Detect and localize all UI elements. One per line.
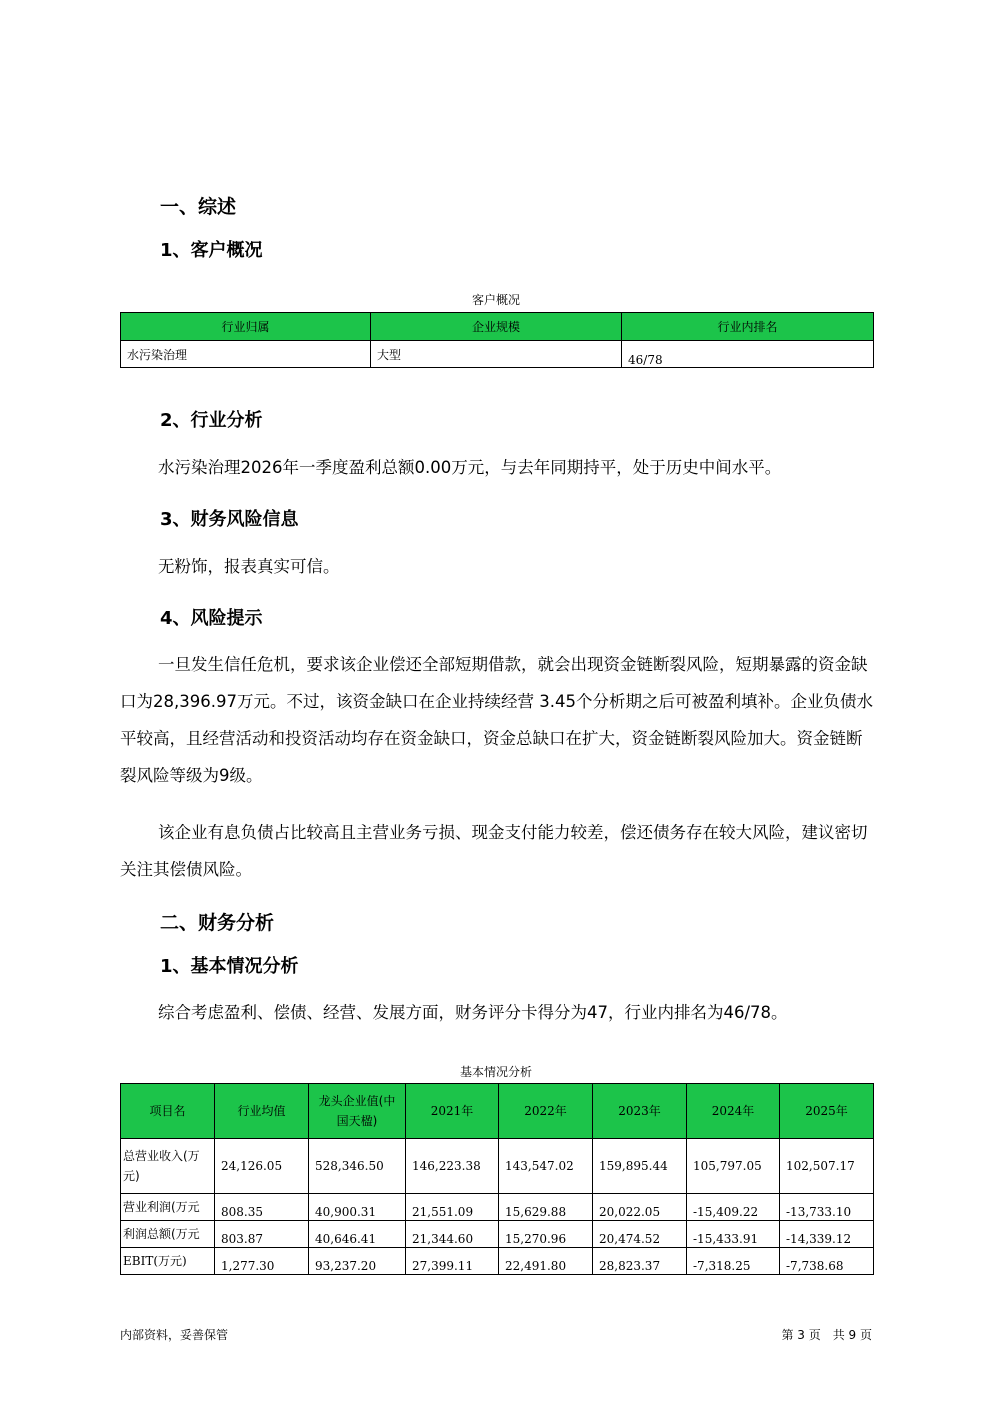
- risk-tip-paragraph-2: 该企业有息负债占比较高且主营业务亏损、现金支付能力较差，偿还债务存在较大风险，建议密切关注其偿债风险。: [120, 823, 868, 879]
- table-cell: -15,433.91: [687, 1221, 780, 1248]
- section-title-financial: 二、财务分析: [160, 912, 275, 934]
- basic-table-header: [121, 1084, 874, 1139]
- table-cell: 21,344.60: [406, 1221, 499, 1248]
- table-cell: 146,223.38: [406, 1139, 499, 1194]
- section-title-overview: 一、综述: [160, 196, 237, 218]
- table-cell: 46/78: [622, 341, 874, 368]
- table-cell: 40,900.31: [309, 1194, 406, 1221]
- basic-table: [120, 1083, 874, 1275]
- table-cell: -13,733.10: [780, 1194, 874, 1221]
- table-cell: 808.35: [215, 1194, 309, 1221]
- table-cell: 803.87: [215, 1221, 309, 1248]
- table-cell: 15,629.88: [499, 1194, 593, 1221]
- table-cell: 528,346.50: [309, 1139, 406, 1194]
- table-cell: 27,399.11: [406, 1248, 499, 1275]
- customer-table-header: [121, 313, 874, 341]
- table-cell: 93,237.20: [309, 1248, 406, 1275]
- table-cell: 20,474.52: [593, 1221, 687, 1248]
- table-cell: 利润总额(万元: [121, 1221, 215, 1248]
- table-cell: 20,022.05: [593, 1194, 687, 1221]
- table-header-cell: 2023年: [593, 1084, 687, 1139]
- table-header-cell: 2025年: [780, 1084, 874, 1139]
- table-cell: 143,547.02: [499, 1139, 593, 1194]
- section-title-basic: 1、基本情况分析: [160, 956, 299, 977]
- customer-table-caption: 客户概况: [471, 293, 520, 307]
- risk-tip-paragraph-1: 一旦发生信任危机，要求该企业偿还全部短期借款，就会出现资金链断裂风险，短期暴露的资金缺口为28,396.97万元。不过，该资金缺口在企业持续经营 3.45个分析期之后可被盈利填补。企业负债水平较高，且经营活动和投资活动均存在资金缺口，资金总缺口在扩大，资金链断裂风险加大。资金链断裂风险等级为9级。: [120, 655, 873, 785]
- table-header-cell: 项目名: [121, 1084, 215, 1139]
- table-cell: -7,318.25: [687, 1248, 780, 1275]
- table-cell: 营业利润(万元: [121, 1194, 215, 1221]
- table-cell: -14,339.12: [780, 1221, 874, 1248]
- table-cell: 22,491.80: [499, 1248, 593, 1275]
- table-header-cell: 行业归属: [121, 313, 371, 341]
- basic-paragraph: 综合考虑盈利、偿债、经营、发展方面，财务评分卡得分为47，行业内排名为46/78。: [158, 1003, 788, 1022]
- footer-page-number: 第 3 页 共 9 页: [781, 1328, 872, 1342]
- section-title-industry: 2、行业分析: [160, 410, 263, 431]
- section-title-customer: 1、客户概况: [160, 240, 263, 261]
- table-cell: 水污染治理: [121, 341, 371, 368]
- table-cell: 102,507.17: [780, 1139, 874, 1194]
- table-cell: 总营业收入(万元): [121, 1139, 215, 1194]
- table-cell: 105,797.05: [687, 1139, 780, 1194]
- table-row: [121, 1194, 874, 1221]
- table-cell: 28,823.37: [593, 1248, 687, 1275]
- table-cell: -7,738.68: [780, 1248, 874, 1275]
- table-header-cell: 行业均值: [215, 1084, 309, 1139]
- basic-table-caption: 基本情况分析: [459, 1065, 532, 1079]
- table-header-cell: 龙头企业值(中国天楹): [309, 1084, 406, 1139]
- table-row: [121, 1139, 874, 1194]
- table-header-cell: 行业内排名: [622, 313, 874, 341]
- section-title-risk-info: 3、财务风险信息: [160, 509, 299, 530]
- table-cell: 40,646.41: [309, 1221, 406, 1248]
- table-cell: 159,895.44: [593, 1139, 687, 1194]
- table-cell: 大型: [371, 341, 622, 368]
- table-header-cell: 企业规模: [371, 313, 622, 341]
- table-header-cell: 2021年: [406, 1084, 499, 1139]
- industry-paragraph: 水污染治理2026年一季度盈利总额0.00万元，与去年同期持平，处于历史中间水平。: [158, 458, 782, 477]
- risk-info-paragraph: 无粉饰，报表真实可信。: [158, 557, 340, 576]
- table-cell: EBIT(万元): [121, 1248, 215, 1275]
- footer-confidential: 内部资料，妥善保管: [120, 1328, 229, 1342]
- table-header-cell: 2022年: [499, 1084, 593, 1139]
- table-header-cell: 2024年: [687, 1084, 780, 1139]
- table-cell: 24,126.05: [215, 1139, 309, 1194]
- table-cell: 15,270.96: [499, 1221, 593, 1248]
- table-cell: 1,277.30: [215, 1248, 309, 1275]
- table-cell: 21,551.09: [406, 1194, 499, 1221]
- section-title-risk-tip: 4、风险提示: [160, 608, 263, 629]
- customer-table: [120, 312, 874, 368]
- table-row: [121, 1221, 874, 1248]
- table-cell: -15,409.22: [687, 1194, 780, 1221]
- table-row: [121, 341, 874, 368]
- table-row: [121, 1248, 874, 1275]
